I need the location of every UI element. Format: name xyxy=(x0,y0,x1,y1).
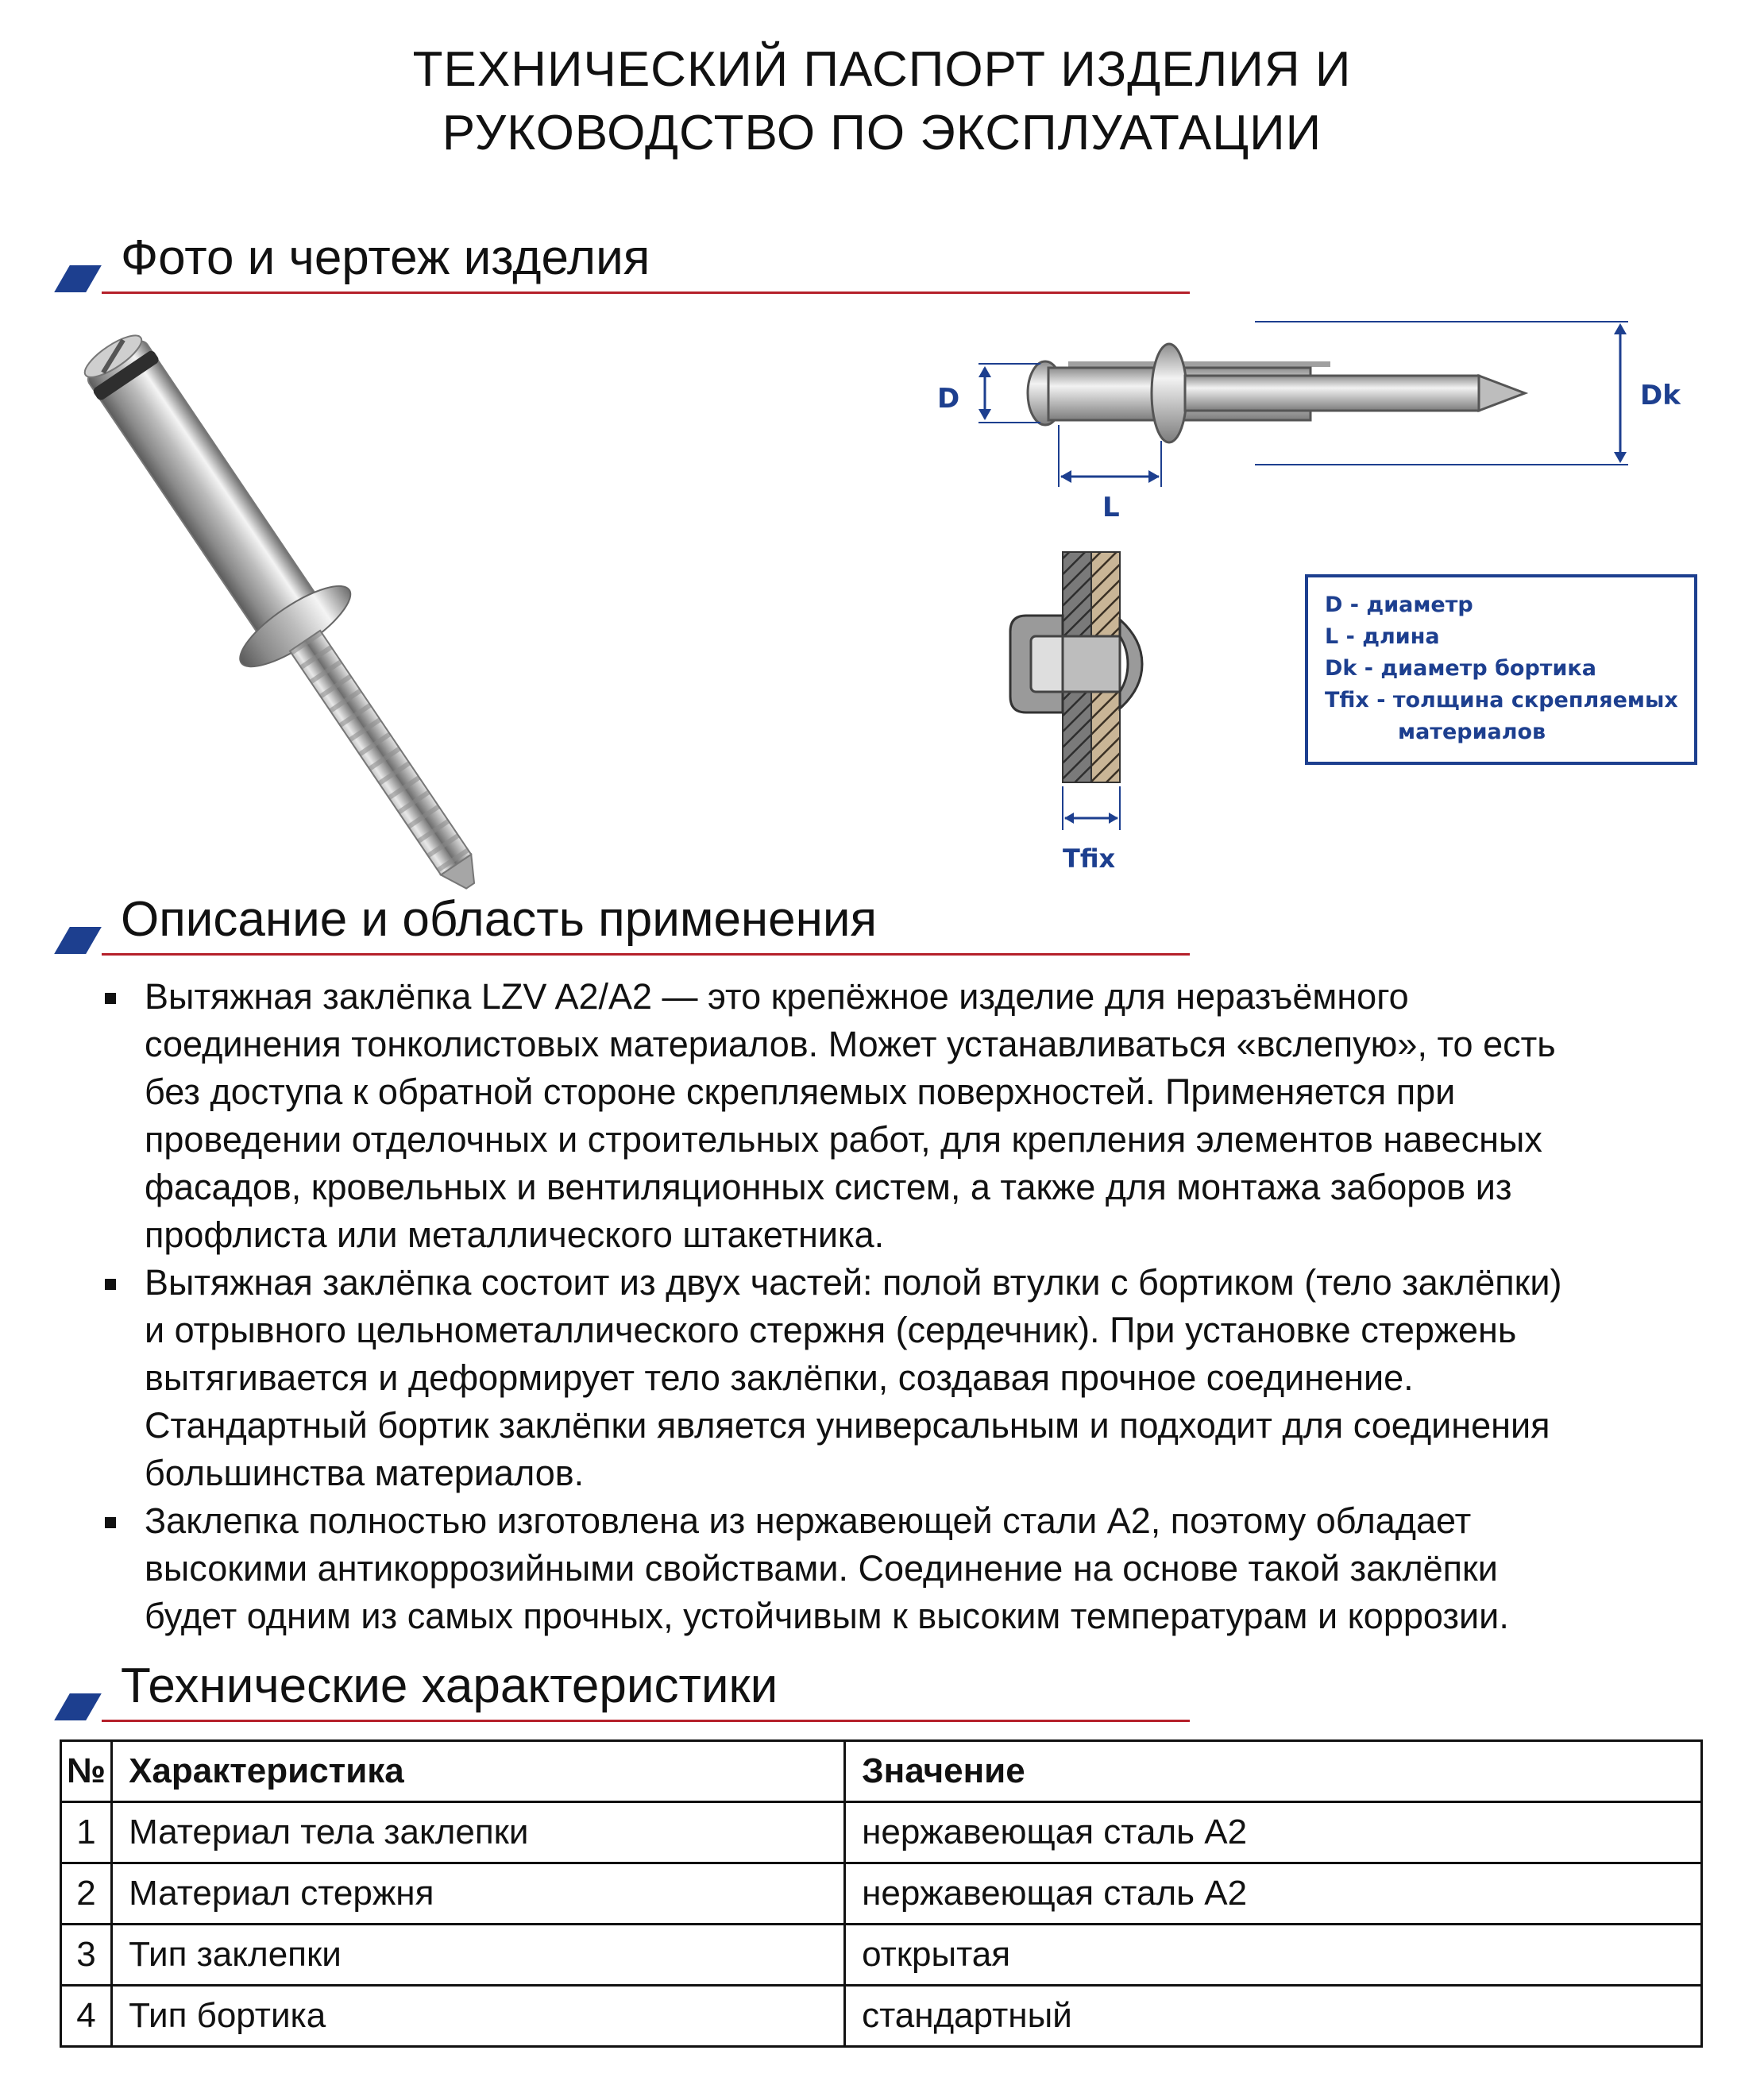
specs-table xyxy=(60,1739,1703,2048)
description-line: вытягивается и деформирует тело заклёпки, создавая прочное соединение. xyxy=(145,1357,1414,1398)
table-row xyxy=(61,1986,1702,2047)
section-marker-icon xyxy=(54,1693,102,1720)
table-row xyxy=(61,1802,1702,1863)
legend-line-2: L - длина xyxy=(1325,624,1440,649)
section-heading-specs xyxy=(62,1651,1190,1722)
description-line: без доступа к обратной стороне скрепляемых поверхностей. Применяется при xyxy=(145,1071,1456,1112)
description-line: Вытяжная заклёпка состоит из двух частей: полой втулки с бортиком (тело заклёпки) xyxy=(145,1262,1562,1303)
header-characteristic: Характеристика xyxy=(112,1741,845,1802)
row-characteristic: Материал тела заклепки xyxy=(112,1802,845,1863)
legend-line-5: материалов xyxy=(1398,720,1546,744)
label-tfix: Tfix xyxy=(1063,844,1116,874)
row-value: нержавеющая сталь A2 xyxy=(845,1802,1702,1863)
legend-line-1: D - диаметр xyxy=(1325,593,1473,617)
table-row xyxy=(61,1925,1702,1986)
rivet-technical-drawing xyxy=(890,306,1716,878)
row-characteristic: Материал стержня xyxy=(112,1863,845,1925)
description-line: Вытяжная заклёпка LZV A2/A2 — это крепёжное изделие для неразъёмного xyxy=(145,976,1409,1017)
description-line: профлиста или металлического штакетника. xyxy=(145,1214,885,1255)
row-characteristic: Тип заклепки xyxy=(112,1925,845,1986)
description-item xyxy=(95,1497,1731,1640)
rivet-side-view xyxy=(1028,344,1525,442)
section-title-description: Описание и область применения xyxy=(121,892,878,947)
description-line: будет одним из самых прочных, устойчивым к высоким температурам и коррозии. xyxy=(145,1596,1509,1636)
description-line: фасадов, кровельных и вентиляционных систем, а также для монтажа заборов из xyxy=(145,1167,1512,1207)
section-heading-description xyxy=(62,884,1190,956)
diagram-legend xyxy=(1307,576,1696,763)
row-value: нержавеющая сталь A2 xyxy=(845,1863,1702,1925)
section-heading-photo xyxy=(62,222,1190,294)
section-marker-icon xyxy=(54,927,102,954)
section-title-specs: Технические характеристики xyxy=(121,1658,778,1713)
description-item xyxy=(95,1259,1731,1497)
legend-line-4: Tfix - толщина скрепляемых xyxy=(1325,688,1678,712)
description-list xyxy=(95,973,1731,1640)
section-rule xyxy=(102,953,1190,956)
header-number: № xyxy=(61,1741,112,1802)
section-rule xyxy=(102,1720,1190,1722)
description-line: Стандартный бортик заклёпки является универсальным и подходит для соединения xyxy=(145,1405,1550,1446)
label-dk: Dk xyxy=(1640,380,1681,411)
legend-line-3: Dk - диаметр бортика xyxy=(1325,656,1596,681)
table-row xyxy=(61,1863,1702,1925)
description-line: и отрывного цельнометаллического стержня (сердечник). При установке стержень xyxy=(145,1310,1517,1350)
description-line: высокими антикоррозийными свойствами. Соединение на основе такой заклёпки xyxy=(145,1548,1498,1589)
row-value: открытая xyxy=(845,1925,1702,1986)
page-title-line-2: РУКОВОДСТВО ПО ЭКСПЛУАТАЦИИ xyxy=(442,106,1322,160)
description-line: Заклепка полностью изготовлена из нержавеющей стали A2, поэтому обладает xyxy=(145,1500,1472,1541)
row-number: 2 xyxy=(61,1863,112,1925)
rivet-photo xyxy=(62,295,777,899)
row-number: 1 xyxy=(61,1802,112,1863)
label-d: D xyxy=(937,383,960,415)
table-header-row xyxy=(61,1741,1702,1802)
page-title xyxy=(0,38,1764,165)
header-value: Значение xyxy=(845,1741,1702,1802)
row-number: 3 xyxy=(61,1925,112,1986)
row-characteristic: Тип бортика xyxy=(112,1986,845,2047)
description-line: большинства материалов. xyxy=(145,1453,585,1493)
label-l: L xyxy=(1102,492,1120,523)
description-item xyxy=(95,973,1731,1259)
row-number: 4 xyxy=(61,1986,112,2047)
description-line: проведении отделочных и строительных работ, для крепления элементов навесных xyxy=(145,1119,1542,1160)
section-title-photo: Фото и чертеж изделия xyxy=(121,230,650,285)
section-rule xyxy=(102,292,1190,294)
page-title-line-1: ТЕХНИЧЕСКИЙ ПАСПОРТ ИЗДЕЛИЯ И xyxy=(412,42,1352,97)
description-line: соединения тонколистовых материалов. Может устанавливаться «вслепую», то есть xyxy=(145,1024,1556,1064)
rivet-cross-section xyxy=(1010,552,1142,782)
row-value: стандартный xyxy=(845,1986,1702,2047)
section-marker-icon xyxy=(54,265,102,292)
